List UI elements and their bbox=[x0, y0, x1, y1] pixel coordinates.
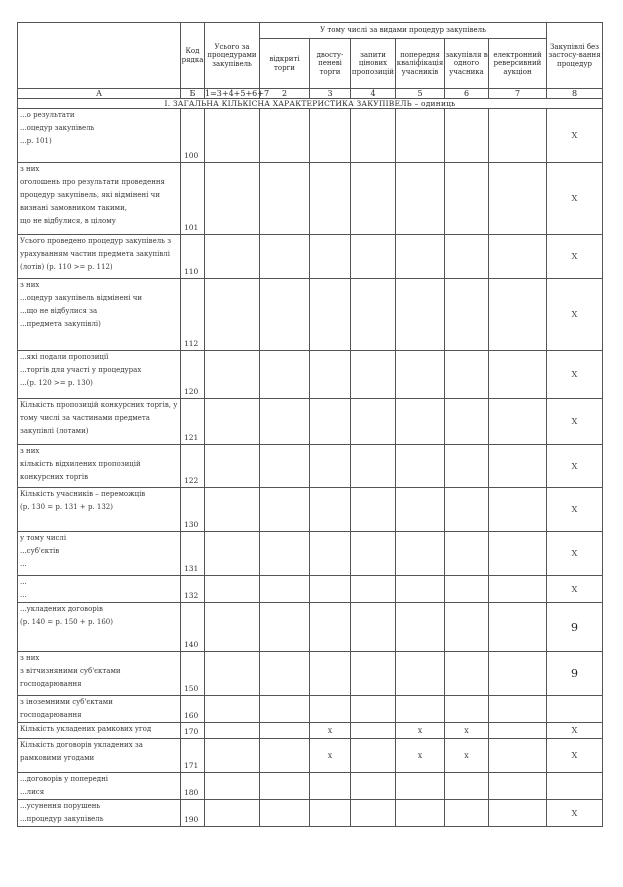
electronic-reverse-header: електронний реверсивний аукціон bbox=[489, 39, 547, 89]
form-row bbox=[18, 163, 603, 235]
row-label-line: ...р. 101) bbox=[20, 137, 52, 145]
section-title: I. ЗАГАЛЬНА КІЛЬКІСНА ХАРАКТЕРИСТИКА ЗАКУПІВЕЛЬ – одиниць bbox=[18, 99, 603, 109]
value-cell bbox=[260, 109, 310, 163]
value-cell: X bbox=[547, 739, 603, 773]
value-cell bbox=[351, 576, 396, 603]
label-column-header bbox=[18, 23, 181, 89]
value-cell: X bbox=[547, 163, 603, 235]
form-rows bbox=[18, 109, 603, 827]
value-cell bbox=[351, 399, 396, 445]
form-row bbox=[18, 603, 603, 652]
value-cell bbox=[205, 351, 260, 399]
value-cell bbox=[445, 163, 489, 235]
value-cell bbox=[310, 445, 351, 488]
row-label bbox=[18, 723, 181, 739]
row-code: 171 bbox=[181, 739, 205, 773]
row-label-line: ...лися bbox=[20, 788, 45, 796]
value-cell bbox=[351, 279, 396, 351]
row-code: 190 bbox=[181, 800, 205, 827]
index-cell: 6 bbox=[445, 89, 489, 99]
index-cell: 7 bbox=[489, 89, 547, 99]
row-label-line: ...оцедур закупівель відмінені чи bbox=[20, 294, 143, 302]
value-cell bbox=[396, 800, 445, 827]
form-row bbox=[18, 109, 603, 163]
value-cell bbox=[260, 279, 310, 351]
row-label bbox=[18, 279, 181, 351]
row-label bbox=[18, 603, 181, 652]
value-cell bbox=[310, 279, 351, 351]
row-label-line: тому числі за частинами предмета bbox=[20, 414, 150, 422]
value-cell bbox=[489, 445, 547, 488]
row-code: 131 bbox=[181, 532, 205, 576]
value-cell bbox=[489, 739, 547, 773]
row-code: 100 bbox=[181, 109, 205, 163]
value-cell bbox=[445, 351, 489, 399]
open-bidding-header: відкриті торги bbox=[260, 39, 310, 89]
value-cell bbox=[351, 652, 396, 696]
form-row bbox=[18, 279, 603, 351]
value-cell bbox=[489, 235, 547, 279]
row-code: 122 bbox=[181, 445, 205, 488]
value-cell: x bbox=[310, 723, 351, 739]
form-row bbox=[18, 723, 603, 739]
no-procedure-header: Закупівлі без застосу-вання процедур bbox=[547, 23, 603, 89]
row-label-line: (р. 130 = р. 131 + р. 132) bbox=[20, 503, 113, 511]
value-cell: x bbox=[445, 723, 489, 739]
index-cell: Б bbox=[181, 89, 205, 99]
row-code: 160 bbox=[181, 696, 205, 723]
row-label-line: з них bbox=[20, 654, 40, 662]
form-row bbox=[18, 696, 603, 723]
value-cell bbox=[489, 652, 547, 696]
row-label-line: рамковими угодами bbox=[20, 754, 95, 762]
value-cell bbox=[205, 773, 260, 800]
row-label-line: у тому числі bbox=[20, 534, 67, 542]
value-cell bbox=[351, 109, 396, 163]
row-label bbox=[18, 235, 181, 279]
value-cell bbox=[205, 696, 260, 723]
value-cell bbox=[445, 109, 489, 163]
row-label bbox=[18, 800, 181, 827]
form-row bbox=[18, 739, 603, 773]
value-cell bbox=[445, 445, 489, 488]
value-cell bbox=[205, 576, 260, 603]
form-row bbox=[18, 532, 603, 576]
row-label-line: господарювання bbox=[20, 680, 82, 688]
value-cell bbox=[489, 532, 547, 576]
index-cell: 2 bbox=[260, 89, 310, 99]
value-cell bbox=[396, 696, 445, 723]
value-cell bbox=[260, 445, 310, 488]
row-label-line: Кількість договорів укладених за bbox=[20, 741, 143, 749]
row-label-line: (лотів) (р. 110 >= р. 112) bbox=[20, 263, 113, 271]
value-cell bbox=[396, 532, 445, 576]
value-cell bbox=[351, 696, 396, 723]
row-label-line: що не відбулися, в цілому bbox=[20, 217, 116, 225]
form-row bbox=[18, 235, 603, 279]
row-label bbox=[18, 652, 181, 696]
form-row bbox=[18, 351, 603, 399]
value-cell bbox=[351, 723, 396, 739]
row-label-line: ...що не відбулися за bbox=[20, 307, 98, 315]
row-code: 170 bbox=[181, 723, 205, 739]
value-cell bbox=[396, 235, 445, 279]
value-cell bbox=[260, 773, 310, 800]
row-code-header: Код рядка bbox=[181, 23, 205, 89]
value-cell: x bbox=[396, 723, 445, 739]
row-code: 180 bbox=[181, 773, 205, 800]
value-cell bbox=[489, 488, 547, 532]
value-cell bbox=[351, 351, 396, 399]
value-cell bbox=[489, 279, 547, 351]
value-cell: X bbox=[547, 109, 603, 163]
value-cell bbox=[351, 163, 396, 235]
value-cell bbox=[396, 109, 445, 163]
value-cell bbox=[205, 532, 260, 576]
value-cell bbox=[310, 109, 351, 163]
row-label-line: ...о результати bbox=[20, 111, 75, 119]
row-label-line: з них bbox=[20, 281, 40, 289]
value-cell: 9 bbox=[547, 603, 603, 652]
index-cell: 8 bbox=[547, 89, 603, 99]
row-label-line: ... bbox=[20, 578, 27, 586]
value-cell bbox=[205, 279, 260, 351]
value-cell bbox=[260, 652, 310, 696]
row-label-line: з іноземними суб'єктами bbox=[20, 698, 113, 706]
value-cell bbox=[351, 739, 396, 773]
value-cell bbox=[489, 351, 547, 399]
value-cell bbox=[351, 800, 396, 827]
row-label-line: ...усунення порушень bbox=[20, 802, 101, 810]
value-cell bbox=[489, 603, 547, 652]
row-label-line: ... bbox=[20, 591, 27, 599]
row-label-line: ...договорів у попередні bbox=[20, 775, 108, 783]
two-stage-header: двосту-пеневі торги bbox=[310, 39, 351, 89]
procedure-types-group-header: У тому числі за видами процедур закупівель bbox=[260, 23, 547, 39]
value-cell bbox=[489, 109, 547, 163]
form-row bbox=[18, 445, 603, 488]
row-label-line: визнані замовником такими, bbox=[20, 204, 127, 212]
index-cell: А bbox=[18, 89, 181, 99]
row-label bbox=[18, 739, 181, 773]
value-cell bbox=[310, 532, 351, 576]
row-label-line: ...предмета закупівлі) bbox=[20, 320, 101, 328]
row-label-line: Кількість учасників – переможців bbox=[20, 490, 146, 498]
value-cell bbox=[310, 576, 351, 603]
value-cell: X bbox=[547, 235, 603, 279]
value-cell bbox=[351, 235, 396, 279]
row-label-line: кількість відхилених пропозицій bbox=[20, 460, 141, 468]
row-code: 112 bbox=[181, 279, 205, 351]
row-code: 121 bbox=[181, 399, 205, 445]
value-cell: X bbox=[547, 399, 603, 445]
value-cell: x bbox=[396, 739, 445, 773]
value-cell bbox=[310, 696, 351, 723]
value-cell bbox=[260, 723, 310, 739]
value-cell: X bbox=[547, 488, 603, 532]
value-cell bbox=[260, 351, 310, 399]
row-label-line: господарювання bbox=[20, 711, 82, 719]
value-cell bbox=[445, 603, 489, 652]
value-cell bbox=[489, 800, 547, 827]
value-cell bbox=[205, 399, 260, 445]
value-cell: 9 bbox=[547, 652, 603, 696]
value-cell bbox=[205, 800, 260, 827]
statistics-form-table bbox=[17, 22, 603, 827]
value-cell bbox=[351, 445, 396, 488]
row-label bbox=[18, 696, 181, 723]
row-label bbox=[18, 576, 181, 603]
index-cell: 4 bbox=[351, 89, 396, 99]
form-row bbox=[18, 488, 603, 532]
row-label-line: оголошень про результати проведення bbox=[20, 178, 165, 186]
value-cell bbox=[351, 532, 396, 576]
value-cell bbox=[351, 773, 396, 800]
value-cell bbox=[310, 652, 351, 696]
value-cell bbox=[205, 723, 260, 739]
row-code: 110 bbox=[181, 235, 205, 279]
row-label-line: ... bbox=[20, 560, 27, 568]
total-header: Усього за процедурами закупівель bbox=[205, 23, 260, 89]
value-cell bbox=[310, 773, 351, 800]
value-cell bbox=[396, 488, 445, 532]
value-cell bbox=[310, 399, 351, 445]
row-label-line: ...(р. 120 >= р. 130) bbox=[20, 379, 93, 387]
value-cell: X bbox=[547, 800, 603, 827]
value-cell: X bbox=[547, 351, 603, 399]
row-code: 132 bbox=[181, 576, 205, 603]
row-code: 140 bbox=[181, 603, 205, 652]
row-label-line: ...суб'єктів bbox=[20, 547, 60, 555]
row-label-line: з них bbox=[20, 165, 40, 173]
value-cell: X bbox=[547, 532, 603, 576]
single-participant-header: закупівля в одного учасника bbox=[445, 39, 489, 89]
form-row bbox=[18, 652, 603, 696]
value-cell bbox=[310, 800, 351, 827]
row-code: 120 bbox=[181, 351, 205, 399]
row-label-line: (р. 140 = р. 150 + р. 160) bbox=[20, 618, 113, 626]
value-cell bbox=[205, 652, 260, 696]
value-cell bbox=[260, 399, 310, 445]
value-cell bbox=[205, 445, 260, 488]
value-cell: X bbox=[547, 723, 603, 739]
value-cell bbox=[445, 532, 489, 576]
prequalification-header: попередня кваліфікація учасників bbox=[396, 39, 445, 89]
value-cell bbox=[310, 163, 351, 235]
price-quotation-header: запити цінових пропозицій bbox=[351, 39, 396, 89]
value-cell bbox=[445, 773, 489, 800]
value-cell bbox=[205, 739, 260, 773]
value-cell bbox=[310, 235, 351, 279]
row-label-line: ...оцедур закупівель bbox=[20, 124, 95, 132]
value-cell bbox=[396, 351, 445, 399]
index-cell: 1=3+4+5+6+7 bbox=[205, 89, 270, 98]
value-cell bbox=[396, 279, 445, 351]
row-code: 150 bbox=[181, 652, 205, 696]
row-label-line: ...які подали пропозиції bbox=[20, 353, 109, 361]
row-label-line: з вітчизняними суб'єктами bbox=[20, 667, 121, 675]
value-cell bbox=[260, 800, 310, 827]
form-row bbox=[18, 800, 603, 827]
value-cell bbox=[205, 235, 260, 279]
value-cell bbox=[445, 279, 489, 351]
row-label-line: Усього проведено процедур закупівель з bbox=[20, 237, 172, 245]
row-label bbox=[18, 445, 181, 488]
index-cell: 5 bbox=[396, 89, 445, 99]
value-cell bbox=[260, 163, 310, 235]
value-cell bbox=[310, 351, 351, 399]
value-cell bbox=[396, 773, 445, 800]
value-cell bbox=[260, 576, 310, 603]
value-cell bbox=[445, 696, 489, 723]
row-label-line: процедур закупівель, які відмінені чи bbox=[20, 191, 160, 199]
row-label bbox=[18, 532, 181, 576]
form-row bbox=[18, 576, 603, 603]
value-cell bbox=[445, 576, 489, 603]
row-label bbox=[18, 488, 181, 532]
value-cell bbox=[260, 603, 310, 652]
value-cell bbox=[310, 488, 351, 532]
row-label bbox=[18, 163, 181, 235]
value-cell bbox=[396, 603, 445, 652]
value-cell bbox=[489, 696, 547, 723]
value-cell bbox=[205, 488, 260, 532]
row-label bbox=[18, 773, 181, 800]
value-cell bbox=[489, 773, 547, 800]
value-cell bbox=[260, 532, 310, 576]
index-cell: 3 bbox=[310, 89, 351, 99]
value-cell bbox=[396, 576, 445, 603]
value-cell bbox=[396, 652, 445, 696]
value-cell: X bbox=[547, 576, 603, 603]
row-label-line: ...укладених договорів bbox=[20, 605, 103, 613]
value-cell bbox=[205, 163, 260, 235]
value-cell bbox=[489, 399, 547, 445]
row-label-line: конкурсних торгів bbox=[20, 473, 89, 481]
value-cell: x bbox=[445, 739, 489, 773]
value-cell bbox=[445, 800, 489, 827]
row-label-line: Кількість пропозицій конкурсних торгів, у bbox=[20, 401, 178, 409]
value-cell: X bbox=[547, 279, 603, 351]
value-cell bbox=[351, 488, 396, 532]
row-label-line: з них bbox=[20, 447, 40, 455]
value-cell bbox=[489, 576, 547, 603]
row-label-line: закупівлі (лотами) bbox=[20, 427, 89, 435]
value-cell bbox=[396, 163, 445, 235]
row-label-line: ...торгів для участі у процедурах bbox=[20, 366, 142, 374]
form-row bbox=[18, 773, 603, 800]
value-cell bbox=[547, 773, 603, 800]
row-code: 101 bbox=[181, 163, 205, 235]
value-cell bbox=[260, 488, 310, 532]
value-cell bbox=[310, 603, 351, 652]
row-label-line: урахуванням частин предмета закупівлі bbox=[20, 250, 170, 258]
row-label bbox=[18, 399, 181, 445]
value-cell bbox=[260, 235, 310, 279]
value-cell bbox=[445, 652, 489, 696]
value-cell bbox=[547, 696, 603, 723]
value-cell bbox=[205, 603, 260, 652]
value-cell bbox=[351, 603, 396, 652]
row-label-line: Кількість укладених рамкових угод bbox=[20, 725, 152, 733]
form-row bbox=[18, 399, 603, 445]
value-cell bbox=[396, 445, 445, 488]
value-cell bbox=[445, 488, 489, 532]
row-label bbox=[18, 109, 181, 163]
value-cell bbox=[445, 399, 489, 445]
row-label-line: ...процедур закупівель bbox=[20, 815, 104, 823]
row-code: 130 bbox=[181, 488, 205, 532]
row-label bbox=[18, 351, 181, 399]
value-cell bbox=[445, 235, 489, 279]
value-cell bbox=[489, 163, 547, 235]
value-cell bbox=[260, 739, 310, 773]
value-cell: X bbox=[547, 445, 603, 488]
value-cell bbox=[205, 109, 260, 163]
column-index-row bbox=[18, 89, 603, 99]
value-cell bbox=[489, 723, 547, 739]
value-cell: x bbox=[310, 739, 351, 773]
value-cell bbox=[260, 696, 310, 723]
value-cell bbox=[396, 399, 445, 445]
